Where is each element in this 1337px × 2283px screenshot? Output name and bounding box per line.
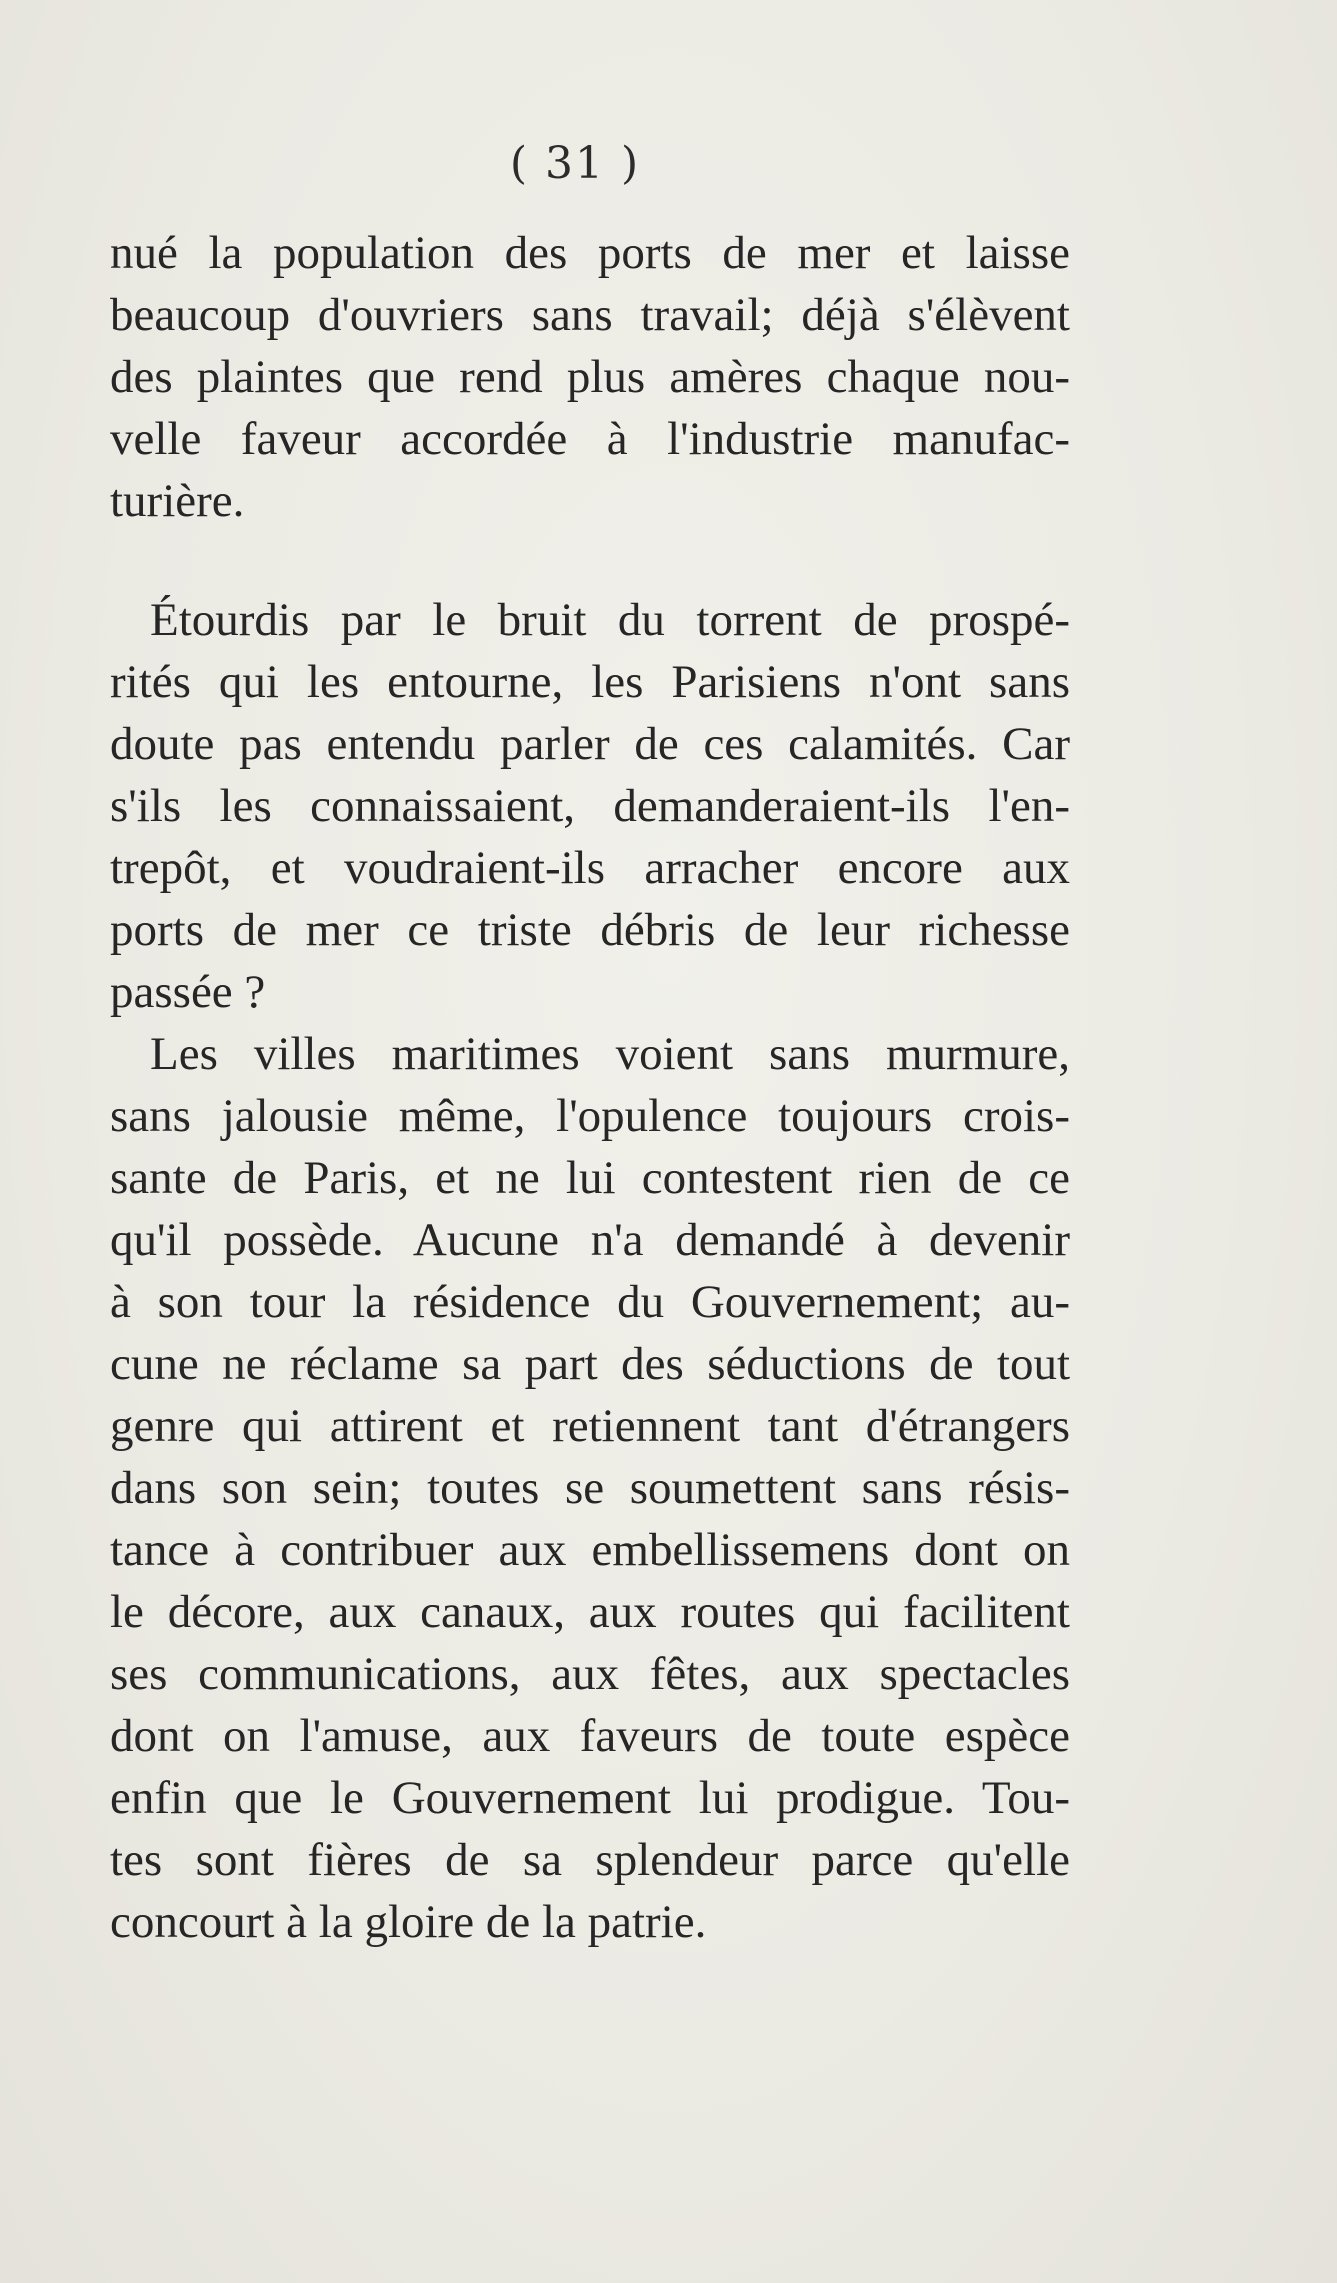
text-line: s'ils les connaissaient, demanderaient-ils l'en- [110, 780, 1070, 832]
text-line: rités qui les entourne, les Parisiens n'ont sans [110, 656, 1070, 708]
text-line: passée ? [110, 966, 266, 1018]
text-line: trepôt, et voudraient-ils arracher encore aux [110, 842, 1070, 894]
text-line: cune ne réclame sa part des séductions de tout [110, 1338, 1070, 1390]
paragraph-gap [110, 532, 1070, 589]
text-line: sans jalousie même, l'opulence toujours crois- [110, 1090, 1070, 1142]
text-line: Étourdis par le bruit du torrent de prospé- [150, 594, 1070, 646]
text-line: dans son sein; toutes se soumettent sans résis- [110, 1462, 1070, 1514]
text-line: turière. [110, 475, 245, 527]
text-line: beaucoup d'ouvriers sans travail; déjà s'élèvent [110, 289, 1070, 341]
text-line: enfin que le Gouvernement lui prodigue. Tou- [110, 1772, 1070, 1824]
page-number: ( 31 ) [509, 138, 641, 189]
text-line: velle faveur accordée à l'industrie manufac- [110, 413, 1070, 465]
text-line: qu'il possède. Aucune n'a demandé à devenir [110, 1214, 1070, 1266]
text-line: tance à contribuer aux embellissemens dont on [110, 1524, 1070, 1576]
paragraph-1 [110, 222, 1070, 532]
body-text [110, 222, 1070, 1953]
text-line: Les villes maritimes voient sans murmure, [150, 1028, 1070, 1080]
paragraph-3 [110, 1023, 1070, 1953]
text-line: des plaintes que rend plus amères chaque nou- [110, 351, 1070, 403]
text-line: dont on l'amuse, aux faveurs de toute espèce [110, 1710, 1070, 1762]
text-line: ports de mer ce triste débris de leur richesse [110, 904, 1070, 956]
text-line: le décore, aux canaux, aux routes qui facilitent [110, 1586, 1070, 1638]
text-line: à son tour la résidence du Gouvernement; au- [110, 1276, 1070, 1328]
text-line: nué la population des ports de mer et laisse [110, 227, 1070, 279]
text-line: sante de Paris, et ne lui contestent rien de ce [110, 1152, 1070, 1204]
text-line: ses communications, aux fêtes, aux spectacles [110, 1648, 1070, 1700]
text-line: doute pas entendu parler de ces calamités. Car [110, 718, 1070, 770]
text-line: genre qui attirent et retiennent tant d'étrangers [110, 1400, 1070, 1452]
text-line: tes sont fières de sa splendeur parce qu'elle [110, 1834, 1070, 1886]
paragraph-2 [110, 589, 1070, 1023]
text-line: concourt à la gloire de la patrie. [110, 1896, 707, 1948]
